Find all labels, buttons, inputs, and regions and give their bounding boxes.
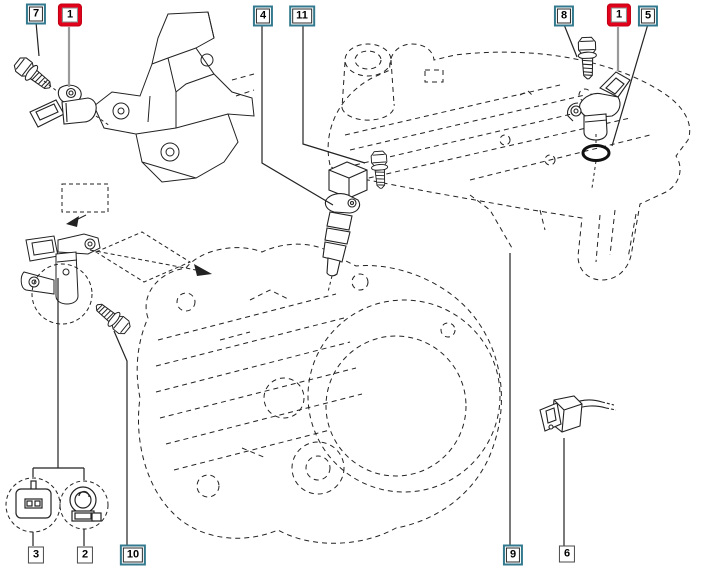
callout-label: 2 [79,549,91,562]
callout-4[interactable] [253,6,273,27]
callout-5[interactable] [638,6,658,27]
callout-11[interactable] [289,6,315,27]
callout-label: 6 [561,548,573,561]
sensor-face-detail-icon [60,481,108,529]
callout-7[interactable] [26,4,46,25]
oil-filler-cap-icon [342,44,394,120]
crankshaft-position-sensor-icon [568,72,630,140]
callout-label: 9 [506,548,520,563]
callout-label: 3 [30,549,42,562]
camshaft-position-sensor-icon [30,85,96,127]
dashed-callout-box [62,184,108,221]
bolt-8-icon [578,37,597,79]
callout-10[interactable] [120,545,146,566]
callout-label: 5 [641,9,655,24]
engine-mount-bracket-art [94,12,254,182]
callout-label: 7 [29,7,43,22]
callout-6[interactable] [559,546,575,563]
fit-line [328,276,332,292]
callout-label: 4 [256,9,270,24]
callout-1-left[interactable] [58,4,82,27]
bolt-7-icon [12,55,56,95]
callout-3[interactable] [28,547,44,564]
direction-arrow-icon [194,264,212,276]
wiring-connector-icon [540,396,616,432]
callout-label: 8 [557,9,571,24]
connector-detail-icon [6,478,60,532]
callout-label: 1 [611,8,627,23]
callout-label: 11 [292,9,312,24]
callout-label: 10 [123,548,143,563]
gearbox-art [137,244,501,543]
sensor-bracket-icon [21,234,100,304]
callout-8[interactable] [554,6,574,27]
highlight-leader-lines [69,27,618,87]
callout-9[interactable] [503,545,523,566]
o-ring-icon [583,146,609,161]
callout-2[interactable] [77,547,93,564]
speed-sensor-icon [323,162,367,276]
fit-line [96,116,110,126]
box-arrow-icon [66,216,79,227]
bolt-10-icon [91,299,132,337]
callout-label: 1 [62,8,78,23]
callout-1-right[interactable] [607,4,631,27]
